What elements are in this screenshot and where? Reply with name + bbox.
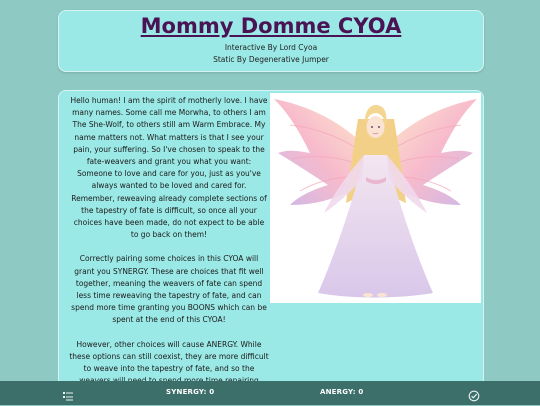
credit-interactive: Interactive By Lord Cyoa [224, 43, 318, 52]
intro-text [69, 95, 269, 392]
check-badge-icon[interactable] [468, 387, 480, 399]
menu-list-icon[interactable] [62, 387, 74, 399]
intro-paragraph: However, other choices will cause ANERGY. While these options can still coexist, they are more difficult to weave into the tapestry of fate, and so the [69, 339, 269, 374]
status-bar [0, 381, 540, 405]
synergy-counter: SYNERGY: 0 [166, 388, 215, 396]
credit-static: Static By Degenerative Jumper [213, 55, 329, 64]
angel-image [270, 93, 481, 303]
header-card [58, 10, 484, 72]
intro-paragraph: Correctly pairing some choices in this CYOA will grant you SYNERGY. These are choices that fit well together, meaning the weavers of fate can spend less time reweaving the tapestry of fate, and can spend more time granting you BOONS which can be spent at the end of this CYOA! [71, 254, 267, 325]
angel-illustration [270, 93, 481, 303]
anergy-counter: ANERGY: 0 [320, 388, 364, 396]
page-title: Mommy Domme CYOA [140, 14, 402, 38]
intro-paragraph: Hello human! I am the spirit of motherly love. I have many names. Some call me Morwha, to others I am The She-Wolf, to others still am Warm Embrace. My name matters not. What matters is that I see your pain, your suffering. So I've chosen to speak to the fate-weavers and grant you what you want: Someone to love and care for you, just as you've always wanted to be loved and cared for. Remember, reweaving already complete sections of the tapestry of fate is difficult, so once all your choices have been made, do not expect to be able to go back on them! [70, 96, 268, 240]
intro-card [58, 90, 484, 392]
